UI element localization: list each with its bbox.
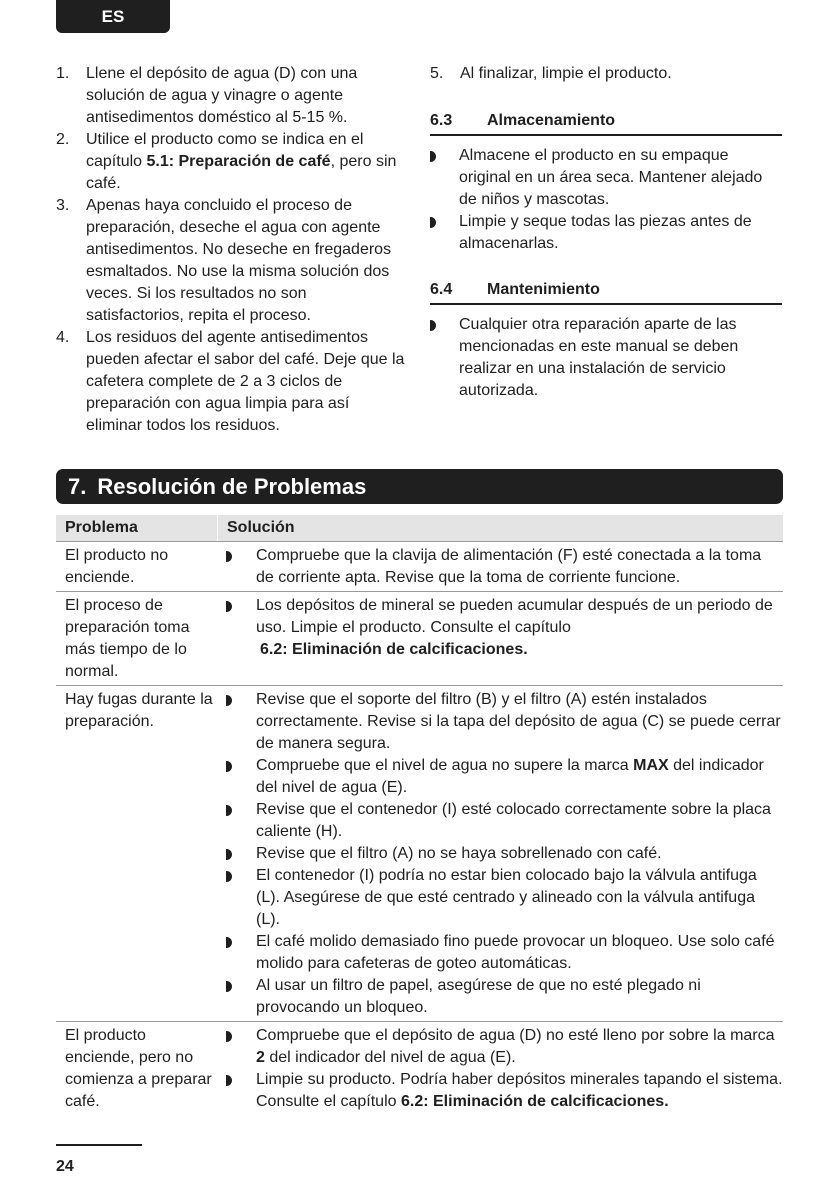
maintenance-list	[430, 314, 782, 402]
footer-rule	[56, 1144, 142, 1146]
solution-item	[226, 1069, 783, 1113]
problem-cell: El producto enciende, pero no comienza a preparar café.	[65, 1027, 212, 1110]
solution-item	[226, 843, 783, 865]
left-column	[56, 63, 406, 437]
solution-item	[226, 1025, 783, 1069]
header-problem: Problema	[56, 515, 218, 541]
section-heading-storage	[430, 110, 782, 136]
solution-item	[226, 931, 783, 975]
solution-text: Compruebe que el nivel de agua no supere la marca	[256, 757, 634, 774]
step-text: Los residuos del agente antisedimentos pueden afectar el sabor del café. Deje que la cafetera complete de 2 a 3 ciclos de preparación con agua limpia para así eliminar todos los residuos.	[86, 329, 405, 434]
problem-cell: El producto no enciende.	[65, 547, 169, 586]
max-mark-label: MAX	[633, 757, 669, 774]
section-number: 6.4	[430, 281, 453, 298]
section-title: Mantenimiento	[487, 281, 600, 298]
bullet-icon	[226, 551, 232, 562]
page-number: 24	[56, 1158, 74, 1175]
bullet-icon	[430, 217, 436, 228]
level-mark-label: 2	[256, 1049, 265, 1066]
solution-item	[226, 545, 783, 589]
bullet-icon	[226, 1075, 232, 1086]
descaling-steps-continued	[430, 63, 782, 85]
solution-cell	[218, 545, 783, 589]
descaling-steps	[56, 63, 406, 437]
storage-list	[430, 145, 782, 255]
step-number: 3.	[56, 197, 70, 214]
section-number: 6.3	[430, 112, 453, 129]
chapter-reference: 6.2: Eliminación de calcificaciones.	[400, 1093, 669, 1110]
step-item	[56, 327, 406, 437]
solution-item	[226, 799, 783, 843]
list-item	[430, 211, 782, 255]
bullet-icon	[226, 871, 232, 882]
bullet-icon	[226, 849, 232, 860]
table-row	[56, 1021, 783, 1115]
table-header	[56, 515, 783, 541]
step-item	[56, 129, 406, 195]
solution-item	[226, 755, 783, 799]
list-item-text: Almacene el producto en su empaque original en un área seca. Mantener alejado de niños y mascotas.	[459, 147, 763, 208]
step-number: 2.	[56, 131, 70, 148]
language-tab: ES	[56, 0, 170, 33]
step-number: 5.	[430, 65, 444, 82]
step-number: 1.	[56, 65, 70, 82]
step-item	[56, 195, 406, 327]
troubleshooting-table	[56, 515, 783, 1115]
solution-text: del indicador del nivel de agua (E).	[256, 757, 764, 796]
solution-text: Revise que el soporte del filtro (B) y el filtro (A) estén instalados correctamente. Revise si la tapa del depósito de agua (C) se puede cerrar de manera segura.	[256, 691, 781, 752]
section-title: Almacenamiento	[487, 112, 616, 129]
solution-text: Limpie su producto. Podría haber depósitos minerales tapando el sistema. Consulte el capítulo	[256, 1071, 783, 1110]
step-item	[430, 63, 782, 85]
solution-text: Al usar un filtro de papel, asegúrese de que no esté plegado ni provocando un bloqueo.	[256, 977, 701, 1016]
right-column	[430, 63, 782, 402]
bullet-icon	[226, 981, 232, 992]
bullet-icon	[226, 805, 232, 816]
solution-list	[226, 1025, 783, 1113]
solution-item	[226, 689, 783, 755]
step-number: 4.	[56, 329, 70, 346]
solution-text: Compruebe que la clavija de alimentación (F) esté conectada a la toma de corriente apta. Revise que la toma de corriente funcione.	[256, 547, 762, 586]
solution-text: del indicador del nivel de agua (E).	[264, 1049, 516, 1066]
step-text: Apenas haya concluido el proceso de preparación, deseche el agua con agente antisedimentos. No deseche en fregaderos esmaltados. No use la misma solución dos veces. Si los resultados no son satisfactorios, repita el proceso.	[86, 197, 392, 324]
list-item-text: Cualquier otra reparación aparte de las mencionadas en este manual se deben realizar en una instalación de servicio autorizada.	[459, 316, 739, 399]
solution-item	[226, 975, 783, 1019]
step-item	[56, 63, 406, 129]
table-row	[56, 541, 783, 591]
step-text-pre: Utilice el producto como se indica en el capítulo	[86, 131, 364, 170]
solution-text: Compruebe que el depósito de agua (D) no esté lleno por sobre la marca	[256, 1027, 775, 1044]
solution-item	[226, 865, 783, 931]
table-row	[56, 591, 783, 685]
section-heading-maintenance	[430, 279, 782, 305]
solution-text: Los depósitos de mineral se pueden acumular después de un periodo de uso. Limpie el producto. Consulte el capítulo	[256, 597, 773, 636]
header-solution: Solución	[227, 519, 295, 536]
solution-item	[226, 595, 783, 661]
solution-text: Revise que el contenedor (I) esté colocado correctamente sobre la placa caliente (H).	[256, 801, 771, 840]
solution-cell	[218, 689, 783, 1019]
step-text: Al finalizar, limpie el producto.	[460, 65, 672, 82]
chapter-banner	[56, 469, 783, 504]
bullet-icon	[226, 695, 232, 706]
chapter-number: 7.	[68, 474, 87, 499]
table-row	[56, 685, 783, 1021]
solution-text: Revise que el filtro (A) no se haya sobrellenado con café.	[256, 845, 662, 862]
bullet-icon	[226, 1031, 232, 1042]
solution-text: El café molido demasiado fino puede provocar un bloqueo. Use solo café molido para cafeteras de goteo automáticas.	[256, 933, 775, 972]
list-item	[430, 314, 782, 402]
solution-cell	[218, 1025, 783, 1113]
solution-cell	[218, 595, 783, 683]
chapter-reference: 5.1: Preparación de café	[146, 153, 331, 170]
bullet-icon	[226, 761, 232, 772]
solution-list	[226, 595, 783, 661]
step-text-post: , pero sin café.	[86, 153, 397, 192]
bullet-icon	[430, 151, 436, 162]
bullet-icon	[430, 320, 436, 331]
bullet-icon	[226, 937, 232, 948]
step-text: Llene el depósito de agua (D) con una solución de agua y vinagre o agente antisedimentos doméstico al 5-15 %.	[86, 65, 358, 126]
list-item	[430, 145, 782, 211]
problem-cell: Hay fugas durante la preparación.	[65, 691, 213, 730]
list-item-text: Limpie y seque todas las piezas antes de almacenarlas.	[459, 213, 752, 252]
solution-text: El contenedor (I) podría no estar bien colocado bajo la válvula antifuga (L). Asegúrese de que esté centrado y alineado con la válvula antifuga (L).	[256, 867, 757, 928]
solution-list	[226, 545, 783, 589]
bullet-icon	[226, 601, 232, 612]
solution-list	[226, 689, 783, 1019]
problem-cell: El proceso de preparación toma más tiempo de lo normal.	[65, 597, 190, 680]
chapter-reference: 6.2: Eliminación de calcificaciones.	[260, 641, 528, 658]
chapter-title: Resolución de Problemas	[97, 474, 367, 499]
